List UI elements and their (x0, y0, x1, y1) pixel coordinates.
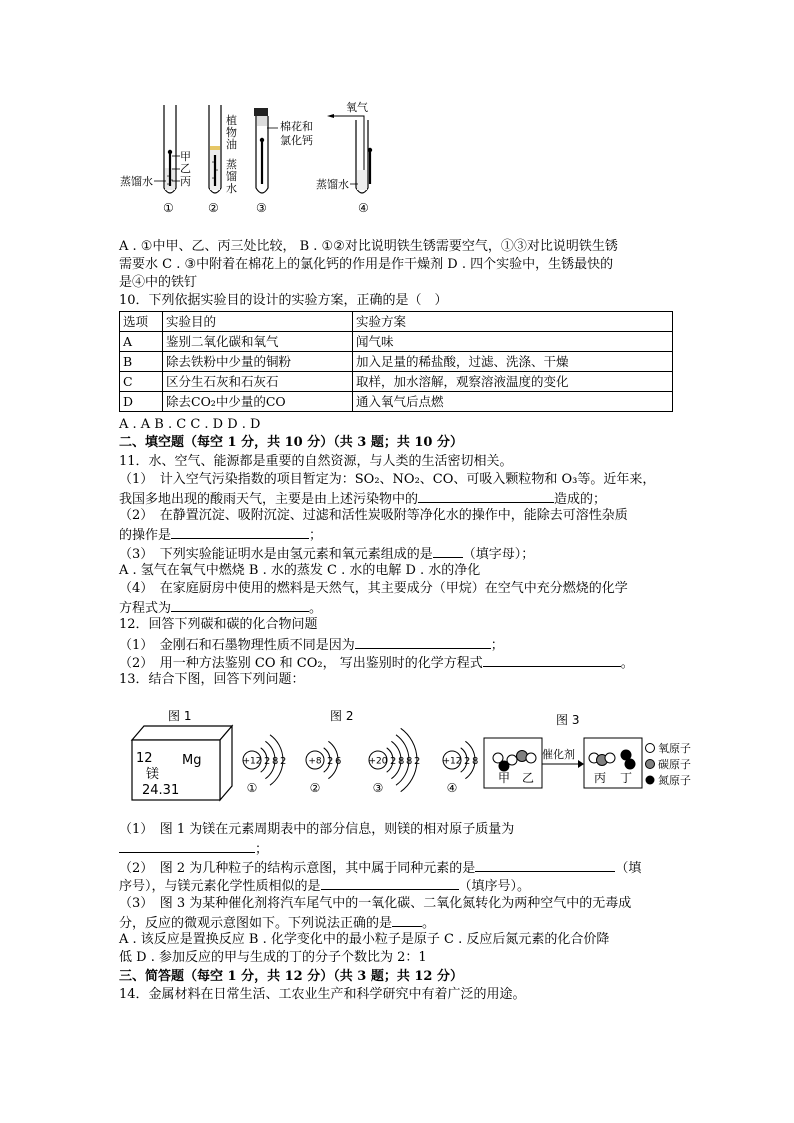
q11-part2-text: 的操作是 (119, 528, 172, 543)
q11-part1-line2 (119, 490, 606, 508)
q11-part3-end: （填字母）； (462, 547, 535, 562)
table-cell: 除去CO₂中少量的CO (163, 392, 353, 412)
label-water-4: 蒸馏水 (316, 178, 349, 191)
label-cotton-1: 棉花和 (280, 120, 313, 133)
q13-part2-text: （2） 图 2 为几种粒子的结构示意图，其中属于同种元素的是 (119, 861, 476, 876)
table-row (120, 352, 673, 372)
answer-blank[interactable] (355, 636, 491, 649)
q13-figures (120, 700, 720, 808)
table-cell: 除去铁粉中少量的铜粉 (163, 352, 353, 372)
label-water2-1: 蒸 (226, 158, 237, 171)
q13-options-line2: 低 D . 参加反应的甲与生成的丁的分子个数比为 2：1 (119, 950, 427, 965)
electron-count: 2 (280, 756, 287, 767)
q11-part3-text: （3） 下列实验能证明水是由氢元素和氧元素组成的是 (119, 547, 433, 562)
table-cell: B (120, 352, 163, 372)
q10-options: A . A B . C C . D D . D (119, 417, 261, 432)
label-cotton-2: 氯化钙 (280, 134, 313, 147)
label-water-1: 蒸馏水 (120, 175, 153, 188)
table-cell: 闻气味 (353, 332, 673, 352)
q13-part2-line2 (119, 877, 530, 895)
table-cell: 鉴别二氧化碳和氧气 (163, 332, 353, 352)
q14-stem: 14．金属材料在日常生活、工农业生产和科学研究中有着广泛的用途。 (119, 987, 526, 1002)
table-header-cell: 选项 (120, 312, 163, 332)
q11-part4-end: 。 (309, 601, 323, 616)
num-3: ③ (256, 201, 267, 215)
q10-stem: 10．下列依据实验目的设计的实验方案，正确的是（ ） (119, 293, 448, 308)
q11-stem: 11．水、空气、能源都是重要的自然资源，与人类的生活密切相关。 (119, 454, 513, 469)
answer-blank[interactable] (392, 914, 422, 927)
table-row (120, 372, 673, 392)
legend-oxygen: 氧原子 (658, 742, 691, 755)
table-row (120, 332, 673, 352)
atom-number-label: ④ (446, 781, 458, 795)
q13-part2-text2: 序号），与镁元素化学性质相似的是 (119, 879, 321, 894)
fig1-atomic-mass: 24.31 (142, 783, 180, 798)
answer-blank[interactable] (475, 859, 615, 872)
q13-part2-end2: （填序号）。 (458, 879, 531, 894)
test-tube-1 (164, 105, 176, 193)
atom-nucleus-charge: +8 (308, 756, 322, 767)
q11-part4-line1: （4） 在家庭厨房中使用的燃料是天然气，其主要成分（甲烷）在空气中充分燃烧的化学 (119, 581, 628, 596)
fig3-title: 图 3 (556, 713, 580, 727)
q13-options-line1: A . 该反应是置换反应 B . 化学变化中的最小粒子是原子 C . 反应后氮元素的化合价降 (119, 932, 610, 947)
section-2-heading: 二、填空题（每空 1 分，共 10 分）（共 3 题；共 10 分） (119, 435, 463, 450)
q11-part3-options: A . 氢气在氧气中燃烧 B . 水的蒸发 C . 水的电解 D . 水的净化 (119, 563, 481, 578)
q11-part2-line1: （2） 在静置沉淀、吸附沉淀、过滤和活性炭吸附等净化水的操作中，能除去可溶性杂质 (119, 508, 628, 523)
q12-part2-text: （2） 用一种方法鉴别 CO 和 CO₂， 写出鉴别时的化学方程式 (119, 656, 483, 671)
electron-count: 8 (398, 756, 405, 767)
q13-part1-line2 (119, 840, 268, 858)
table-cell: A (120, 332, 163, 352)
label-oxygen: 氧气 (346, 101, 368, 114)
legend-carbon: 碳原子 (658, 758, 691, 771)
q12-stem: 12．回答下列碳和碳的化合物问题 (119, 617, 318, 632)
answer-blank[interactable] (171, 599, 309, 612)
electron-count: 2 (414, 756, 421, 767)
atom-diagram (243, 735, 287, 795)
electron-count: 2 (464, 756, 471, 767)
atom-number-label: ③ (372, 781, 384, 795)
electron-count: 2 (390, 756, 397, 767)
table-cell: C (120, 372, 163, 392)
atom-number-label: ② (309, 781, 321, 795)
num-1: ① (163, 201, 174, 215)
q12-part1 (119, 636, 504, 654)
label-oil-2: 物 (226, 126, 237, 139)
q12-part1-text: （1） 金刚石和石墨物理性质不同是因为 (119, 638, 355, 653)
table-cell: 通入氧气后点燃 (353, 392, 673, 412)
fig1-symbol: Mg (182, 753, 202, 768)
label-water2-3: 水 (226, 182, 237, 195)
q13-part3-line1: （3） 图 3 为某种催化剂将汽车尾气中的一氧化碳、二氧化氮转化为两种空气中的无毒成 (119, 896, 632, 911)
electron-count: 8 (472, 756, 479, 767)
q11-part2-end: ； (309, 528, 323, 543)
atom-nucleus-charge: +12 (442, 756, 462, 767)
answer-blank[interactable] (433, 545, 463, 558)
table-cell: D (120, 392, 163, 412)
electron-count: 8 (272, 756, 279, 767)
table-cell: 加入足量的稀盐酸，过滤、洗涤、干燥 (353, 352, 673, 372)
section-3-heading: 三、简答题（每空 1 分，共 12 分）（共 3 题；共 12 分） (119, 969, 463, 984)
label-water2-2: 馏 (226, 170, 237, 183)
num-4: ④ (358, 201, 369, 215)
q11-part4-line2 (119, 599, 322, 617)
q9-options-line2: 需要水 C . ③中附着在棉花上的氯化钙的作用是作干燥剂 D . 四个实验中，生锈最快的 (119, 257, 614, 272)
q9-options-line3: 是④中的铁钉 (119, 275, 198, 290)
rust-experiment-figure (120, 100, 400, 218)
q13-part3-line2 (119, 914, 435, 932)
table-header-row (120, 312, 673, 332)
answer-blank[interactable] (321, 877, 459, 890)
legend-nitrogen: 氮原子 (658, 774, 691, 787)
atom-nucleus-charge: +12 (242, 756, 262, 767)
q11-part4-text: 方程式为 (119, 601, 172, 616)
q11-part1-end: 造成的； (554, 492, 607, 507)
q11-part1-text: 我国多地出现的酸雨天气，主要是由上述污染物中的 (119, 492, 419, 507)
label-yi: 乙 (180, 162, 191, 175)
answer-blank[interactable] (171, 526, 309, 539)
fig3-yi: 乙 (522, 771, 535, 785)
electron-count: 8 (406, 756, 413, 767)
atom-diagram (369, 728, 421, 795)
atom-diagram (306, 741, 341, 795)
table-header-cell: 实验目的 (163, 312, 353, 332)
fig3-jia: 甲 (498, 771, 511, 785)
q12-part1-end: ； (490, 638, 504, 653)
fig3-bing: 丙 (594, 771, 607, 785)
fig1-element-name: 镁 (146, 767, 160, 782)
catalyst-label: 催化剂 (542, 748, 575, 761)
atom-number-label: ① (246, 781, 258, 795)
atom-nucleus-charge: +20 (368, 756, 388, 767)
q13-part2-line1 (119, 859, 641, 877)
test-tube-3 (254, 108, 268, 193)
q13-part1-end: ； (255, 842, 269, 857)
q11-part1-line1: （1） 计入空气污染指数的项目暂定为：SO₂、NO₂、CO、可吸入颗粒物和 O₃等。近年来， (119, 472, 656, 487)
table-header-cell: 实验方案 (353, 312, 673, 332)
q10-table (119, 311, 673, 412)
test-tube-2 (209, 105, 221, 193)
electron-count: 6 (335, 756, 342, 767)
fig1-atomic-number: 12 (136, 751, 153, 766)
electron-count: 2 (264, 756, 271, 767)
q11-part2-line2 (119, 526, 322, 544)
q13-part1-line1: （1） 图 1 为镁在元素周期表中的部分信息，则镁的相对原子质量为 (119, 822, 515, 837)
table-row (120, 392, 673, 412)
answer-blank[interactable] (418, 490, 554, 503)
table-cell: 区分生石灰和石灰石 (163, 372, 353, 392)
fig2-atom-diagrams (243, 728, 479, 795)
q13-part3-text: 分，反应的微观示意图如下。下列说法正确的是 (119, 916, 393, 931)
q11-part3 (119, 545, 534, 563)
label-oil-1: 植 (226, 114, 237, 127)
label-jia: 甲 (180, 150, 191, 163)
q12-part2-end: 。 (620, 656, 634, 671)
num-2: ② (208, 201, 219, 215)
fig3-ding: 丁 (620, 771, 633, 785)
label-oil-3: 油 (226, 138, 237, 151)
q13-stem: 13．结合下图，回答下列问题： (119, 672, 305, 687)
q9-options-line1: A . ①中甲、乙、丙三处比较， B . ①②对比说明铁生锈需要空气，①③对比说明铁生锈 (119, 239, 618, 254)
q12-part2 (119, 654, 634, 672)
atom-diagram (443, 741, 479, 795)
fig3-legend (646, 741, 692, 787)
answer-blank[interactable] (119, 840, 255, 853)
fig1-title: 图 1 (168, 709, 192, 723)
table-cell: 取样，加水溶解，观察溶液温度的变化 (353, 372, 673, 392)
electron-count: 2 (327, 756, 334, 767)
q13-part3-end: 。 (422, 916, 436, 931)
q13-part2-end: （填 (615, 861, 642, 876)
fig2-title: 图 2 (330, 709, 354, 723)
label-bing: 丙 (180, 175, 191, 188)
answer-blank[interactable] (483, 654, 621, 667)
